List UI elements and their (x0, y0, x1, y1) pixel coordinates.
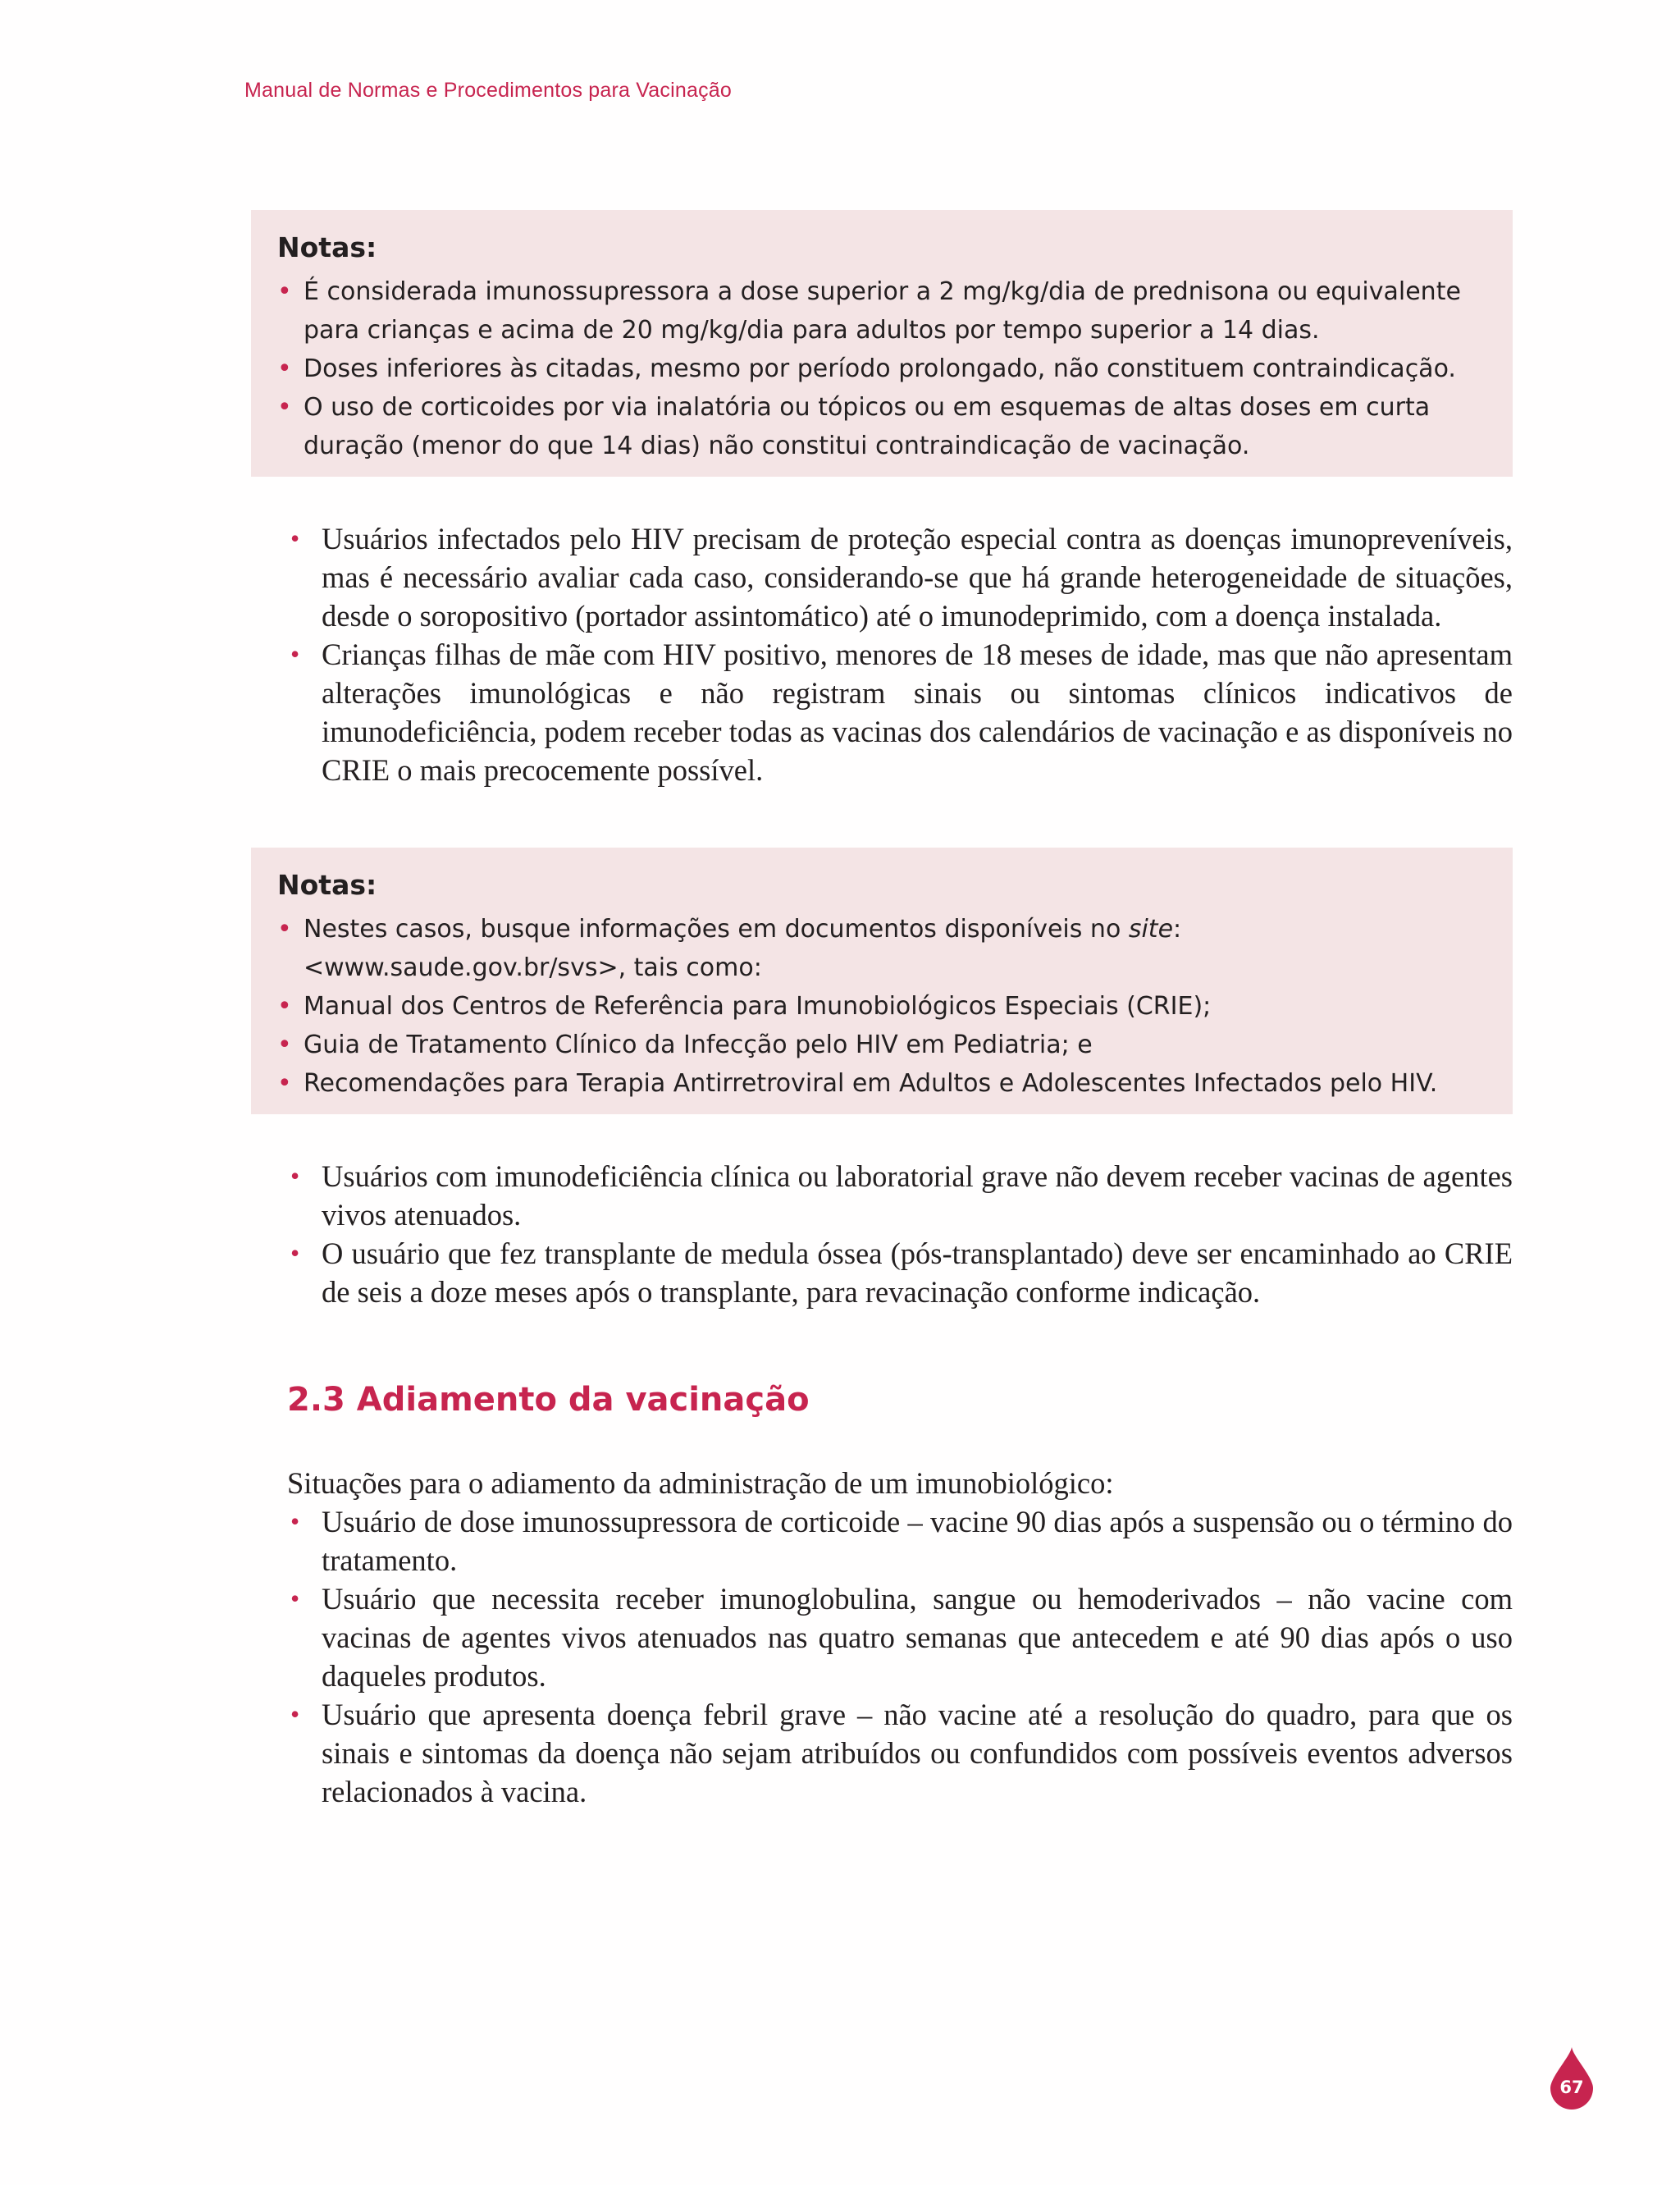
list-item (277, 388, 1485, 465)
bullet-dot-icon: • (290, 1161, 300, 1191)
bullet-dot-icon: • (290, 1699, 300, 1729)
list-item-text: Usuários infectados pelo HIV precisam de proteção especial contra as doenças imunopreveníveis, mas é necessário avaliar cada caso, considerando-se que há grande heterogeneidade de situações, desde o soropositivo (portador assintomático) até o imunodeprimido, com a doença instalada. (322, 522, 1513, 633)
list-item (287, 1157, 1513, 1234)
bullet-dot-icon: • (290, 639, 300, 669)
bullet-dot-icon: • (290, 1506, 300, 1536)
bullet-dot-icon: • (290, 523, 300, 553)
list-item-text: Nestes casos, busque informações em documentos disponíveis no (304, 915, 1129, 944)
list-item-text: O uso de corticoides por via inalatória ou tópicos ou em esquemas de altas doses em curta duração (menor do que 14 dias) não constitui contraindicação de vacinação. (304, 393, 1431, 460)
bullet-dot-icon: • (277, 915, 292, 944)
bullet-dot-icon: • (290, 1238, 300, 1268)
section-heading: 2.3 Adiamento da vacinação (287, 1381, 810, 1419)
list-item-text: O usuário que fez transplante de medula óssea (pós-transplantado) deve ser encaminhado ao CRIE de seis a doze meses após o transplante, para revacinação conforme indicação. (322, 1236, 1513, 1309)
list-item (287, 1502, 1513, 1579)
notes-title: Notas: (277, 869, 377, 901)
list-item-text: Usuário de dose imunossupressora de corticoide – vacine 90 dias após a suspensão ou o término do tratamento. (322, 1505, 1513, 1577)
bullet-dot-icon: • (277, 277, 292, 306)
bullet-list (287, 1502, 1513, 1811)
list-item-text: Crianças filhas de mãe com HIV positivo, menores de 18 meses de idade, mas que não apresentam alterações imunológicas e não registram sinais ou sintomas clínicos indicativos de imunodeficiência, podem receber todas as vacinas dos calendários de vacinação e as disponíveis no CRIE o mais precocemente possível. (322, 638, 1513, 787)
list-item (287, 1579, 1513, 1695)
list-item (287, 1234, 1513, 1311)
list-item-text: Usuário que necessita receber imunoglobulina, sangue ou hemoderivados – não vacine com vacinas de agentes vivos atenuados nas quatro semanas que antecedem e até 90 dias após o uso daqueles produtos. (322, 1582, 1513, 1693)
bullet-dot-icon: • (290, 1584, 300, 1613)
list-item-text: Usuários com imunodeficiência clínica ou laboratorial grave não devem receber vacinas de agentes vivos atenuados. (322, 1159, 1513, 1232)
list-item-text: Recomendações para Terapia Antirretroviral em Adultos e Adolescentes Infectados pelo HIV. (304, 1069, 1438, 1098)
notes-title: Notas: (277, 231, 377, 263)
bullet-dot-icon: • (277, 354, 292, 383)
list-item (287, 1695, 1513, 1811)
notes-list (277, 910, 1485, 1103)
italic-word: site (1128, 915, 1174, 944)
bullet-list (287, 1157, 1513, 1311)
notes-list (277, 272, 1485, 465)
list-item (287, 635, 1513, 789)
page-number: 67 (1559, 2078, 1584, 2097)
bullet-dot-icon: • (277, 1069, 292, 1098)
list-item (277, 272, 1485, 350)
list-item (277, 350, 1485, 388)
bullet-dot-icon: • (277, 393, 292, 422)
list-item (277, 1026, 1485, 1064)
list-item-text: : <www.saude.gov.br/svs>, tais como: (304, 915, 1182, 982)
notes-box (251, 210, 1513, 477)
bullet-list (287, 519, 1513, 789)
running-header: Manual de Normas e Procedimentos para Vacinação (244, 79, 732, 102)
list-item-text: Doses inferiores às citadas, mesmo por período prolongado, não constituem contraindicação. (304, 354, 1456, 383)
list-item (277, 987, 1485, 1026)
notes-box (251, 848, 1513, 1114)
list-item-text: Manual dos Centros de Referência para Imunobiológicos Especiais (CRIE); (304, 992, 1212, 1021)
bullet-dot-icon: • (277, 992, 292, 1021)
list-item (287, 519, 1513, 635)
list-item-text: Usuário que apresenta doença febril grave – não vacine até a resolução do quadro, para que os sinais e sintomas da doença não sejam atribuídos ou confundidos com possíveis eventos adversos relacionados à vacina. (322, 1698, 1513, 1808)
list-item-text: É considerada imunossupressora a dose superior a 2 mg/kg/dia de prednisona ou equivalente para crianças e acima de 20 mg/kg/dia para adultos por tempo superior a 14 dias. (304, 277, 1461, 345)
bullet-dot-icon: • (277, 1031, 292, 1059)
list-item (277, 910, 1485, 987)
section-intro: Situações para o adiamento da administração de um imunobiológico: (287, 1466, 1114, 1500)
list-item-text: Guia de Tratamento Clínico da Infecção pelo HIV em Pediatria; e (304, 1031, 1093, 1059)
list-item (277, 1064, 1485, 1103)
